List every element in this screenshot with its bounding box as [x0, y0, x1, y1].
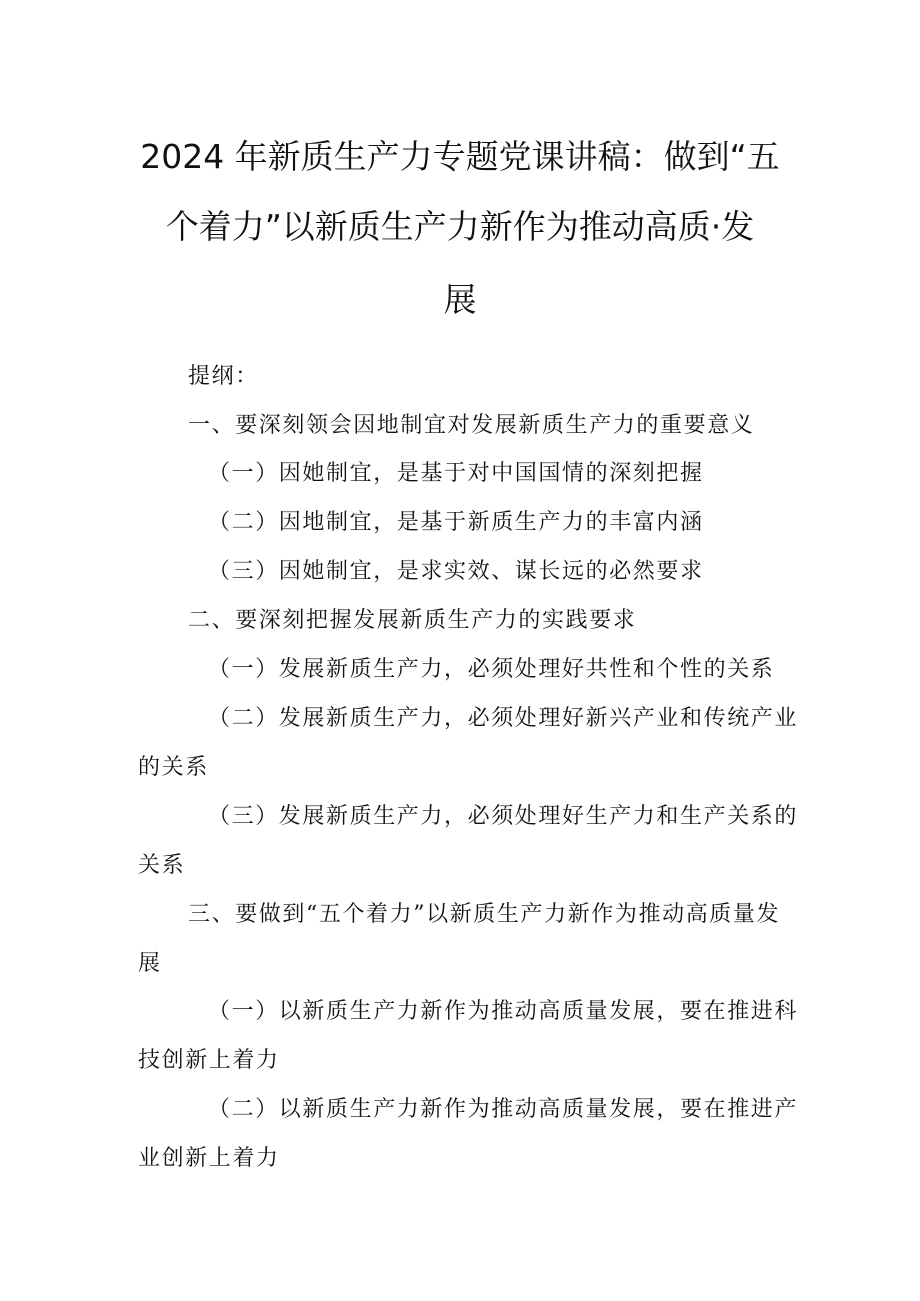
section-3-item-1: （一）以新质生产力新作为推动高质量发展，要在推进科 — [208, 999, 799, 1024]
section-1-item-2: （二）因地制宜，是基于新质生产力的丰富内涵 — [208, 510, 704, 535]
section-3-item-1-continued: 技创新上着力 — [138, 1048, 280, 1073]
outline-label: 提纲： — [188, 364, 259, 389]
section-1-item-3: （三）因她制宜，是求实效、谋长远的必然要求 — [208, 559, 704, 584]
section-heading-1: 一、要深刻领会因地制宜对发展新质生产力的重要意义 — [188, 413, 755, 438]
section-3-item-2-continued: 业创新上着力 — [138, 1146, 280, 1171]
section-heading-3-continued: 展 — [138, 951, 162, 976]
document-title-line-3: 展 — [443, 280, 477, 319]
section-1-item-1: （一）因她制宜，是基于对中国国情的深刻把握 — [208, 461, 704, 486]
section-2-item-1: （一）发展新质生产力，必须处理好共性和个性的关系 — [208, 657, 775, 682]
section-2-item-2: （二）发展新质生产力，必须处理好新兴产业和传统产业 — [208, 706, 799, 731]
section-heading-2: 二、要深刻把握发展新质生产力的实践要求 — [188, 608, 637, 633]
section-2-item-2-continued: 的关系 — [138, 755, 209, 780]
section-2-item-3: （三）发展新质生产力，必须处理好生产力和生产关系的 — [208, 804, 799, 829]
section-3-item-2: （二）以新质生产力新作为推动高质量发展，要在推进产 — [208, 1097, 799, 1122]
document-title-line-1: 2024 年新质生产力专题党课讲稿：做到“五 — [140, 137, 780, 176]
section-heading-3: 三、要做到“五个着力”以新质生产力新作为推动高质量发 — [188, 902, 781, 927]
section-2-item-3-continued: 关系 — [138, 853, 186, 878]
document-title-line-2: 个着力”以新质生产力新作为推动高质·发 — [165, 207, 755, 246]
